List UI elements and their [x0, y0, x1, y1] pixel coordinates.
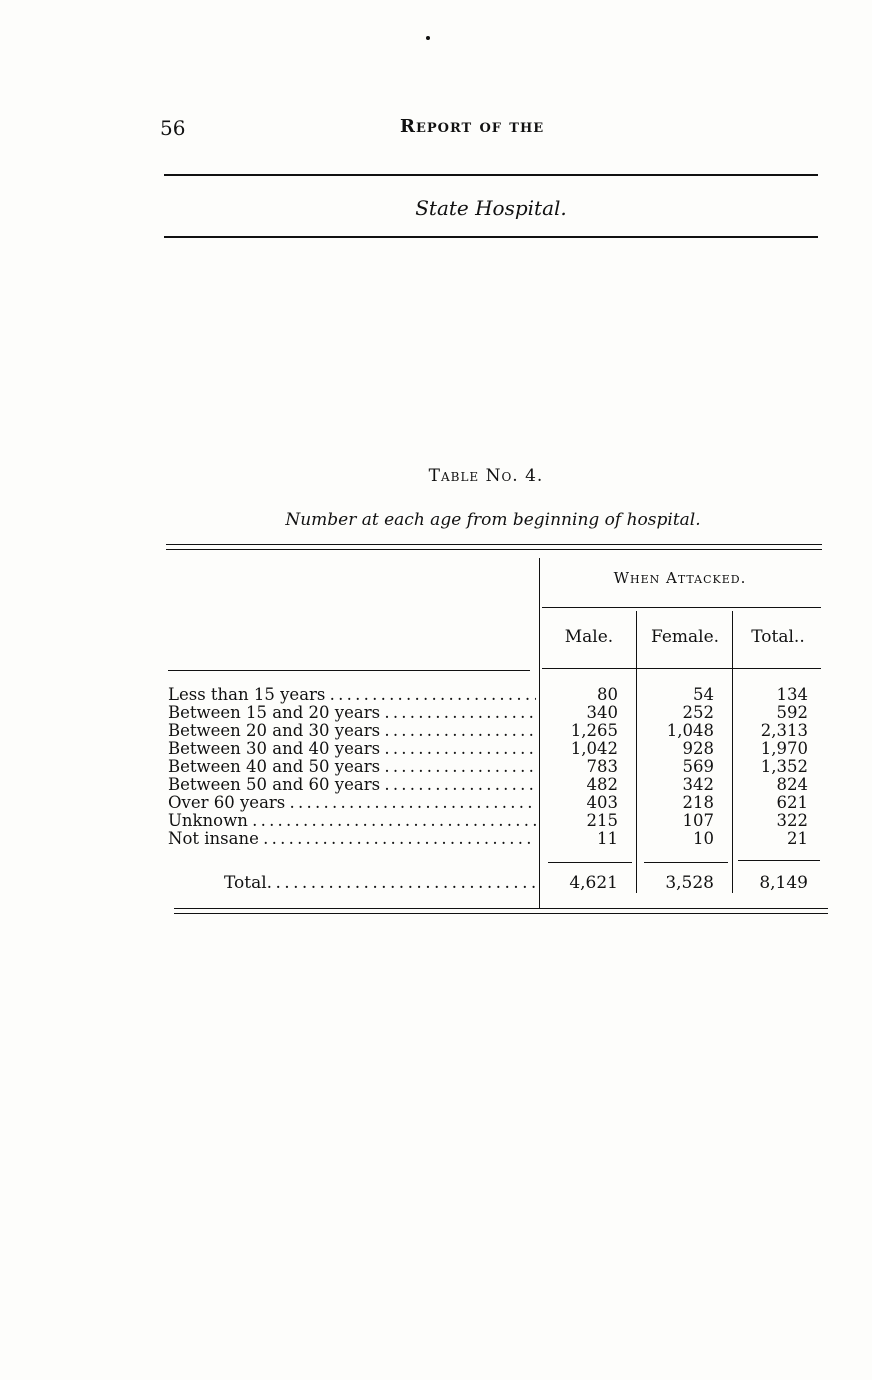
female-value: 342	[682, 775, 714, 794]
total-rule-total	[738, 860, 820, 861]
female-value: 107	[682, 811, 714, 830]
female-value: 1,048	[666, 721, 714, 740]
male-value: 1,265	[570, 721, 618, 740]
table-top-double-rule	[166, 544, 822, 550]
table-row	[168, 740, 818, 758]
table-bottom-double-rule	[174, 908, 828, 914]
table-row	[168, 704, 818, 722]
running-head: Report of the	[400, 116, 545, 137]
table-body	[168, 686, 818, 848]
row-label: Between 50 and 60 years . . .	[168, 776, 536, 794]
header-bottom-rule-stub	[168, 670, 530, 671]
column-header-female: Female.	[650, 627, 720, 647]
female-value: 928	[682, 739, 714, 758]
total-value: 621	[776, 793, 808, 812]
total-row	[168, 872, 818, 894]
total-total-value: 8,149	[759, 873, 808, 893]
table-row	[168, 686, 818, 704]
total-value: 824	[776, 775, 808, 794]
total-label: Total . . .	[224, 872, 536, 894]
table-row	[168, 722, 818, 740]
female-value: 218	[682, 793, 714, 812]
total-value: 592	[776, 703, 808, 722]
table-caption: Number at each age from beginning of hospital.	[285, 510, 701, 530]
female-value: 252	[682, 703, 714, 722]
print-speck	[426, 36, 430, 40]
row-label: Between 15 and 20 years . . .	[168, 704, 536, 722]
female-value: 54	[693, 685, 714, 704]
male-value: 482	[586, 775, 618, 794]
table-row	[168, 794, 818, 812]
group-heading-when-attacked: When Attacked.	[613, 569, 747, 587]
female-value: 569	[682, 757, 714, 776]
female-value: 10	[693, 829, 714, 848]
row-label: Over 60 years . . .	[168, 794, 536, 812]
header-rule-bottom	[164, 236, 818, 238]
table-row	[168, 812, 818, 830]
row-label: Unknown . . .	[168, 812, 536, 830]
group-heading-rule	[542, 607, 821, 608]
male-value: 403	[586, 793, 618, 812]
row-label: Less than 15 years . . .	[168, 686, 536, 704]
total-female-value: 3,528	[665, 873, 714, 893]
table-title: Table No. 4.	[428, 466, 544, 486]
table-row	[168, 830, 818, 848]
male-value: 340	[586, 703, 618, 722]
total-value: 1,970	[760, 739, 808, 758]
header-rule-top	[164, 174, 818, 176]
total-value: 21	[787, 829, 808, 848]
total-value: 2,313	[760, 721, 808, 740]
total-rule-female	[644, 862, 728, 863]
table-row	[168, 758, 818, 776]
row-label: Not insane . . .	[168, 830, 536, 848]
total-value: 134	[776, 685, 808, 704]
column-header-total: Total..	[751, 627, 805, 647]
header-bottom-rule-values	[542, 668, 821, 669]
male-value: 80	[597, 685, 618, 704]
page-number: 56	[160, 116, 186, 140]
row-label: Between 40 and 50 years . . .	[168, 758, 536, 776]
total-value: 322	[776, 811, 808, 830]
row-label: Between 30 and 40 years . . .	[168, 740, 536, 758]
column-header-male: Male.	[564, 627, 614, 647]
total-male-value: 4,621	[569, 873, 618, 893]
male-value: 783	[586, 757, 618, 776]
table-row	[168, 776, 818, 794]
total-value: 1,352	[760, 757, 808, 776]
male-value: 11	[597, 829, 618, 848]
section-title: State Hospital.	[415, 196, 567, 220]
male-value: 215	[586, 811, 618, 830]
total-rule-male	[548, 862, 632, 863]
row-label: Between 20 and 30 years . . .	[168, 722, 536, 740]
male-value: 1,042	[570, 739, 618, 758]
